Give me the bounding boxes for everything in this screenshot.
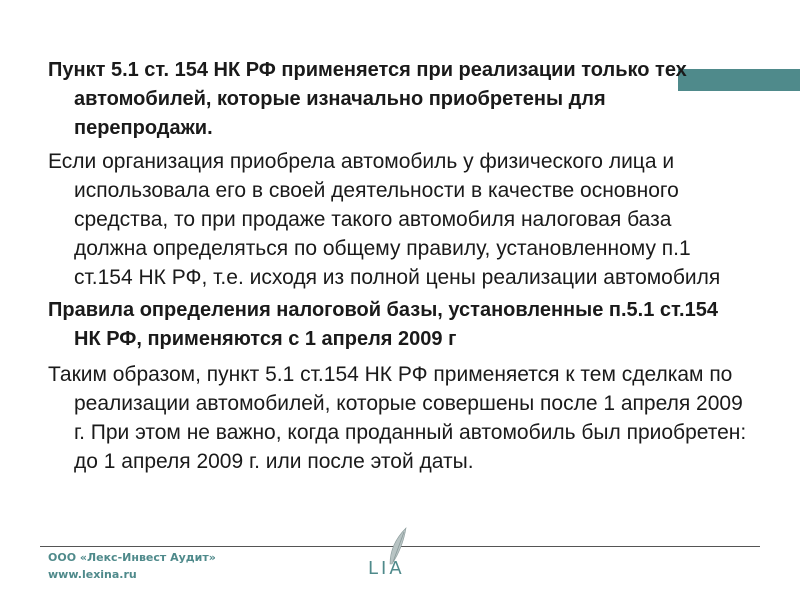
footer-company-name: ООО «Лекс-Инвест Аудит» — [48, 551, 216, 564]
paragraph-conclusion: Таким образом, пункт 5.1 ст.154 НК РФ применяется к тем сделкам по реализации автомобилей, которые совершены после 1 апреля 2009 г. При этом не важно, когда проданный автомобиль был приобретен: до 1 апреля 2009 г. или после этой даты. — [48, 363, 747, 473]
footer-website-link[interactable]: www.lexina.ru — [48, 568, 137, 581]
paragraph-rule-scope: Пункт 5.1 ст. 154 НК РФ применяется при реализации только тех автомобилей, которые изначально приобретены для перепродажи. — [48, 59, 687, 139]
paragraph-effective-date: Правила определения налоговой базы, установленные п.5.1 ст.154 НК РФ, применяются с 1 апреля 2009 г — [48, 299, 718, 350]
logo-text: LIA — [368, 558, 405, 579]
slide-content — [48, 56, 748, 476]
company-logo — [360, 524, 424, 588]
paragraph-fixed-asset-case: Если организация приобрела автомобиль у физического лица и использовала его в своей деятельности в качестве основного средства, то при продаже такого автомобиля налоговая база должна определяться по общему правилу, установленному п.1 ст.154 НК РФ, т.е. исходя из полной цены реализации автомобиля — [48, 150, 721, 289]
